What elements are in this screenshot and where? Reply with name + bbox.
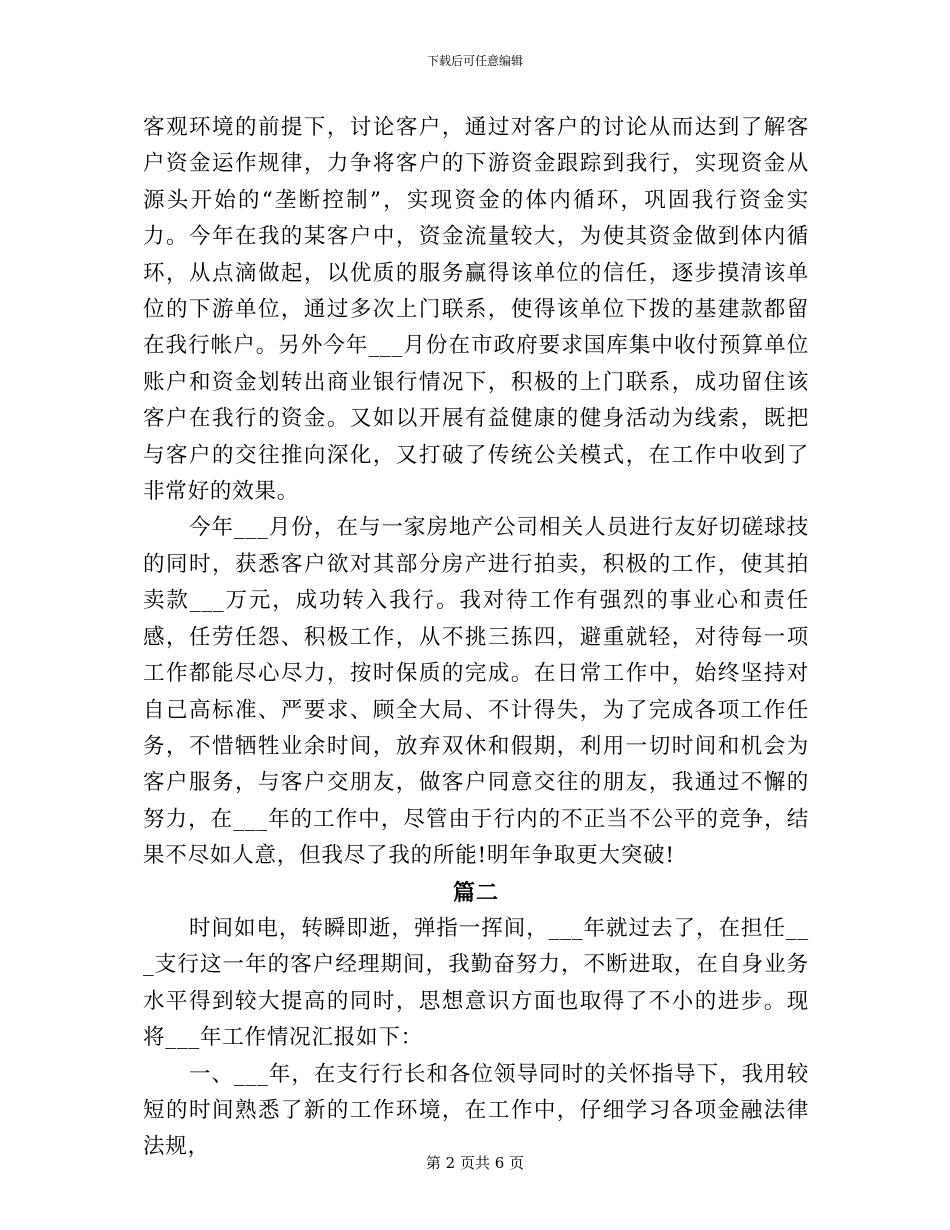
document-body: [143, 110, 809, 1166]
paragraph-2: 今年___月份，在与一家房地产公司相关人员进行友好切磋球技的同时，获悉客户欲对其部分房产进行拍卖，积极的工作，使其拍卖款___万元，成功转入我行。我对待工作有强烈的事业心和责任感，任劳任怨、积极工作，从不挑三拣四，避重就轻，对待每一项工作都能尽心尽力，按时保质的完成。在日常工作中，始终坚持对自己高标准、严要求、顾全大局、不计得失，为了完成各项工作任务，不惜牺牲业余时间，放弃双休和假期，利用一切时间和机会为客户服务，与客户交朋友，做客户同意交往的朋友，我通过不懈的努力，在___年的工作中，尽管由于行内的不正当不公平的竞争，结果不尽如人意，但我尽了我的所能!明年争取更大突破!: [143, 515, 809, 869]
paragraph-4: 一、___年，在支行行长和各位领导同时的关怀指导下，我用较短的时间熟悉了新的工作环境，在工作中，仔细学习各项金融法律法规，: [143, 1061, 809, 1160]
paragraph-3: 时间如电，转瞬即逝，弹指一挥间，___年就过去了，在担任___支行这一年的客户经理期间，我勤奋努力，不断进取，在自身业务水平得到较大提高的同时，思想意识方面也取得了不小的进步。现将___年工作情况汇报如下：: [143, 915, 809, 1051]
paragraph-1: 客观环境的前提下，讨论客户，通过对客户的讨论从而达到了解客户资金运作规律，力争将客户的下游资金跟踪到我行，实现资金从源头开始的“垄断控制”，实现资金的体内循环，巩固我行资金实力。今年在我的某客户中，资金流量较大，为使其资金做到体内循环，从点滴做起，以优质的服务赢得该单位的信任，逐步摸清该单位的下游单位，通过多次上门联系，使得该单位下拨的基建款都留在我行帐户。另外今年___月份在市政府要求国库集中收付预算单位账户和资金划转出商业银行情况下，积极的上门联系，成功留住该客户在我行的资金。又如以开展有益健康的健身活动为线索，既把与客户的交往推向深化，又打破了传统公关模式，在工作中收到了非常好的效果。: [143, 115, 809, 505]
page-header: 下载后可任意编辑: [426, 54, 523, 68]
page-footer: 第 2 页共 6 页: [425, 1154, 525, 1172]
section-title: 篇二: [452, 879, 499, 906]
